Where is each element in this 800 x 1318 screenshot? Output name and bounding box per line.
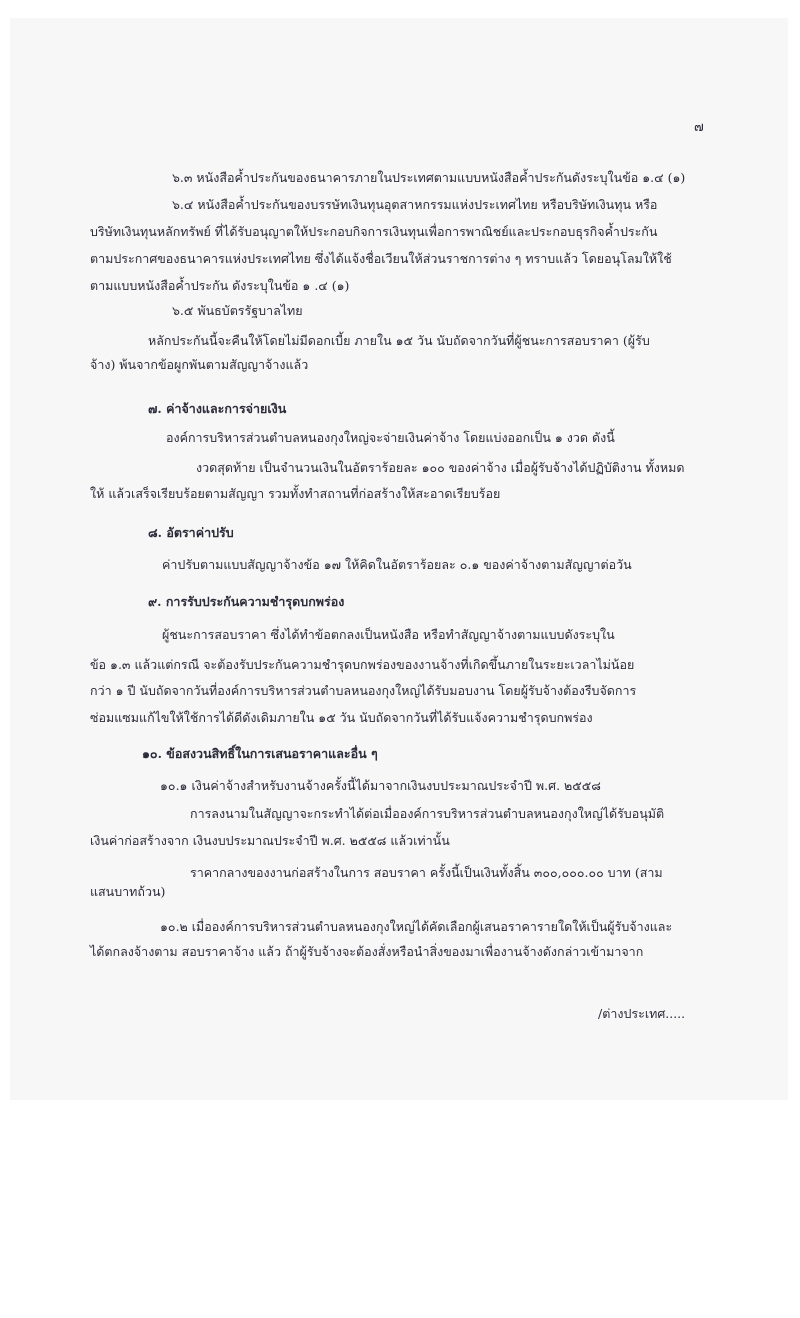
section-7-installment: งวดสุดท้าย เป็นจำนวนเงินในอัตราร้อยละ ๑๐๐ ของค่าจ้าง เมื่อผู้รับจ้างได้ปฏิบัติงาน ทั้งหมด <box>196 460 685 475</box>
guarantee-return-text-line-2: จ้าง) พ้นจากข้อผูกพันตามสัญญาจ้างแล้ว <box>90 357 309 372</box>
clause-10-1: ๑๐.๑ เงินค่าจ้างสำหรับงานจ้างครั้งนี้ได้มาจากเงินงบประมาณประจำปี พ.ศ. ๒๕๕๘ <box>160 778 601 793</box>
section-10-heading: ๑๐. ข้อสงวนสิทธิ์ในการเสนอราคาและอื่น ๆ <box>142 746 378 761</box>
section-7-text: องค์การบริหารส่วนตำบลหนองกุงใหญ่จะจ่ายเงินค่าจ้าง โดยแบ่งออกเป็น ๑ งวด ดังนี้ <box>166 430 615 445</box>
clause-6-5: ๖.๕ พันธบัตรรัฐบาลไทย <box>172 303 303 318</box>
clause-6-4-line-3: ตามประกาศของธนาคารแห่งประเทศไทย ซึ่งได้แจ้งชื่อเวียนให้ส่วนราชการต่าง ๆ ทราบแล้ว โดยอนุโลมให้ใช้ <box>90 251 672 266</box>
clause-6-4: ๖.๔ หนังสือค้ำประกันของบรรษัทเงินทุนอุตสาหกรรมแห่งประเทศไทย หรือบริษัทเงินทุน หรือ <box>172 197 658 212</box>
clause-10-1-signing: การลงนามในสัญญาจะกระทำได้ต่อเมื่อองค์การบริหารส่วนตำบลหนองกุงใหญ่ได้รับอนุมัติ <box>190 806 665 821</box>
clause-10-1-signing-line-2: เงินค่าก่อสร้างจาก เงินงบประมาณประจำปี พ.ศ. ๒๕๕๘ แล้วเท่านั้น <box>90 833 450 848</box>
section-9-text-line-2: ข้อ ๑.๓ แล้วแต่กรณี จะต้องรับประกันความชำรุดบกพร่องของงานจ้างที่เกิดขึ้นภายในระยะเวลาไม่น้อย <box>90 657 635 672</box>
guarantee-return-text: หลักประกันนี้จะคืนให้โดยไม่มีดอกเบี้ย ภายใน ๑๕ วัน นับถัดจากวันที่ผู้ชนะการสอบราคา (ผู้รับ <box>148 333 650 348</box>
section-7-heading: ๗. ค่าจ้างและการจ่ายเงิน <box>148 401 287 416</box>
clause-6-4-line-4: ตามแบบหนังสือค้ำประกัน ดังระบุในข้อ ๑ .๔ (๑) <box>90 278 350 293</box>
page-number: ๗ <box>694 120 704 135</box>
section-8-text: ค่าปรับตามแบบสัญญาจ้างข้อ ๑๗ ให้คิดในอัตราร้อยละ ๐.๑ ของค่าจ้างตามสัญญาต่อวัน <box>162 557 632 572</box>
clause-10-1-median-price: ราคากลางของงานก่อสร้างในการ สอบราคา ครั้งนี้เป็นเงินทั้งสิ้น ๓๐๐,๐๐๐.๐๐ บาท (สาม <box>190 865 663 880</box>
clause-6-3: ๖.๓ หนังสือค้ำประกันของธนาคารภายในประเทศตามแบบหนังสือค้ำประกันดังระบุในข้อ ๑.๔ (๑) <box>172 170 686 185</box>
clause-10-1-median-price-line-2: แสนบาทถ้วน) <box>90 884 166 899</box>
section-9-text: ผู้ชนะการสอบราคา ซึ่งได้ทำข้อตกลงเป็นหนังสือ หรือทำสัญญาจ้างตามแบบดังระบุใน <box>162 627 615 642</box>
section-9-heading: ๙. การรับประกันความชำรุดบกพร่อง <box>148 594 345 609</box>
section-9-text-line-3: กว่า ๑ ปี นับถัดจากวันที่องค์การบริหารส่วนตำบลหนองกุงใหญ่ได้รับมอบงาน โดยผู้รับจ้างต้องรีบจัดการ <box>90 683 637 698</box>
clause-10-2-line-2: ได้ตกลงจ้างตาม สอบราคาจ้าง แล้ว ถ้าผู้รับจ้างจะต้องสั่งหรือนำสิ่งของมาเพื่องานจ้างดังกล่าวเข้ามาจาก <box>90 944 644 959</box>
section-7-installment-line-2: ให้ แล้วเสร็จเรียบร้อยตามสัญญา รวมทั้งทำสถานที่ก่อสร้างให้สะอาดเรียบร้อย <box>90 486 501 501</box>
clause-10-2: ๑๐.๒ เมื่อองค์การบริหารส่วนตำบลหนองกุงใหญ่ได้คัดเลือกผู้เสนอราคารายใดให้เป็นผู้รับจ้างและ <box>160 919 673 934</box>
section-9-text-line-4: ซ่อมแซมแก้ไขให้ใช้การได้ดีดังเดิมภายใน ๑๕ วัน นับถัดจากวันที่ได้รับแจ้งความชำรุดบกพร่อง <box>90 710 593 725</box>
section-8-heading: ๘. อัตราค่าปรับ <box>148 525 234 540</box>
continuation-note: /ต่างประเทศ..... <box>598 1006 686 1021</box>
clause-6-4-line-2: บริษัทเงินทุนหลักทรัพย์ ที่ได้รับอนุญาตให้ประกอบกิจการเงินทุนเพื่อการพาณิชย์และประกอบธุรกิจค้ำประกัน <box>90 224 658 239</box>
